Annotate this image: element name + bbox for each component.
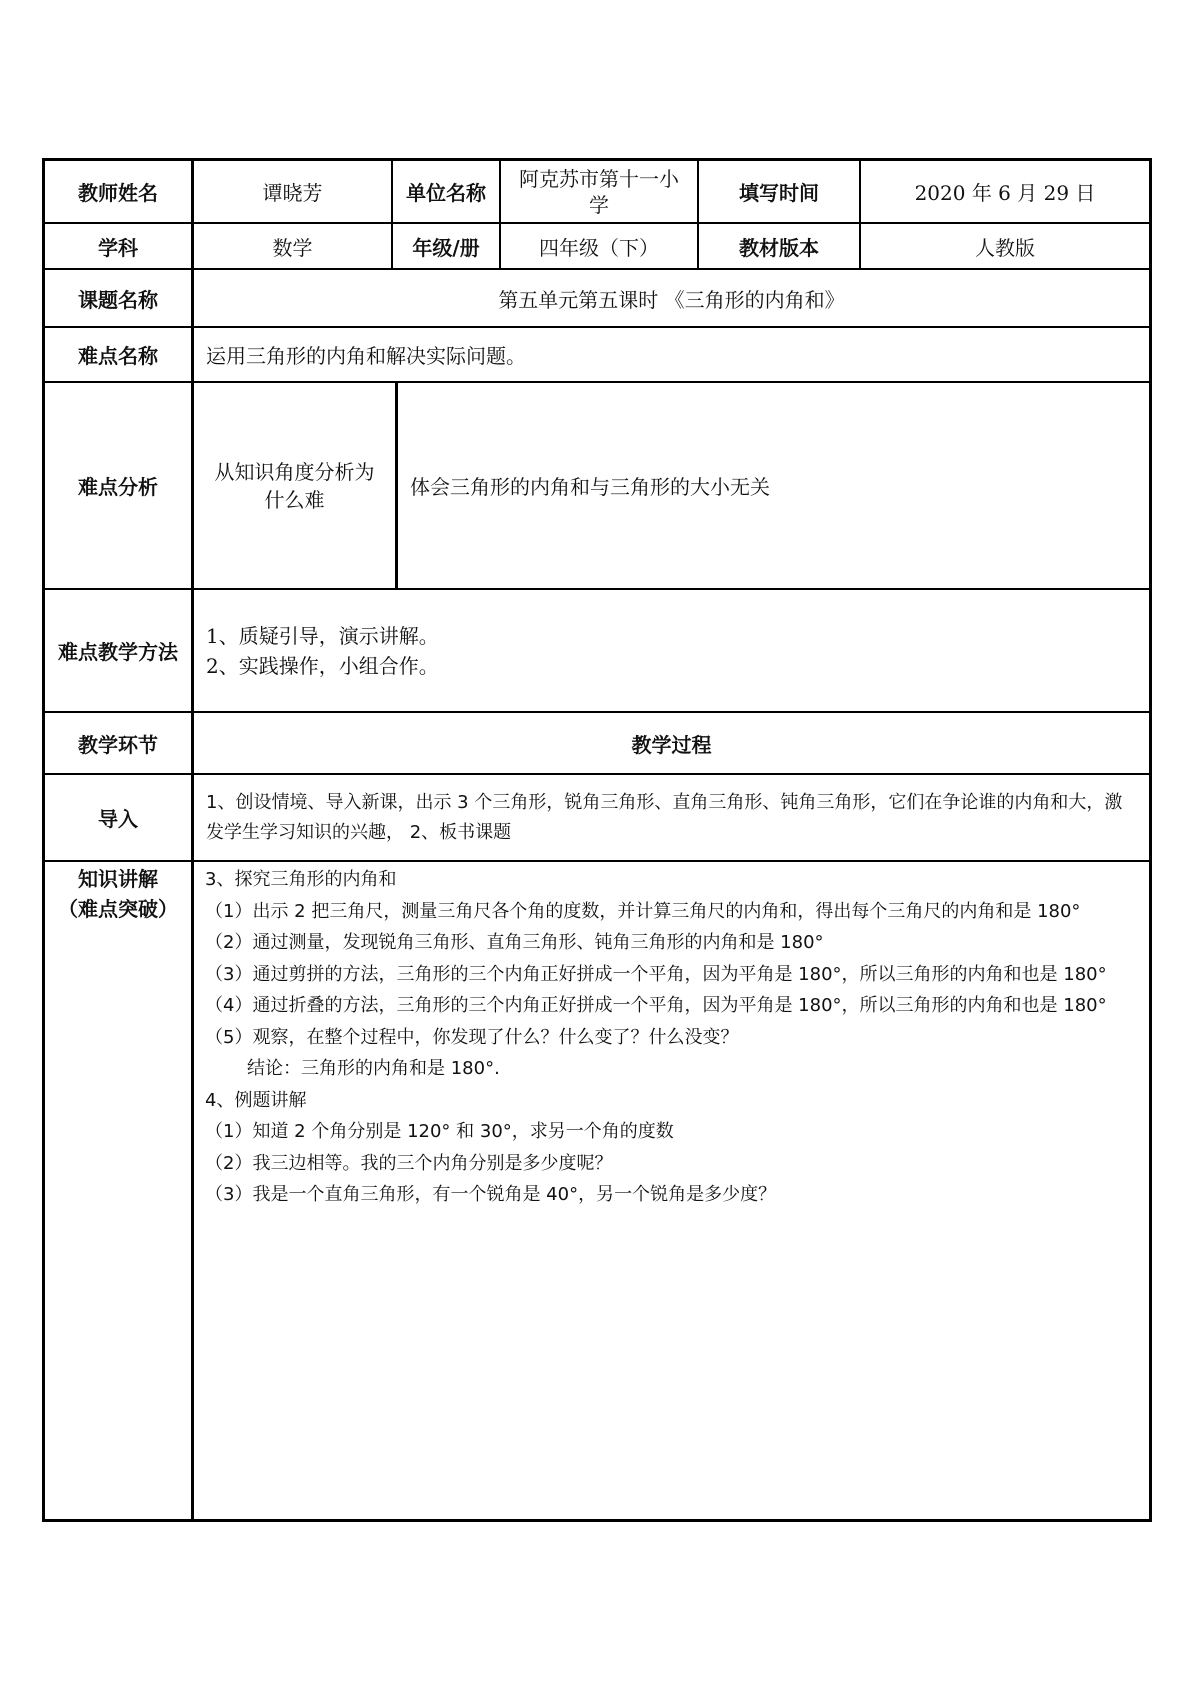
- edition-label: 教材版本: [739, 235, 819, 260]
- process-title: 教学过程: [631, 732, 712, 757]
- knowledge-label: [45, 864, 191, 924]
- knowledge-label-line1: 知识讲解: [78, 867, 158, 891]
- knowledge-line: （5）观察，在整个过程中，你发现了什么？什么变了？什么没变？: [205, 1026, 739, 1048]
- knowledge-line: （1）知道 2 个角分别是 120° 和 30°，求另一个角的度数: [205, 1121, 674, 1142]
- grade-label: 年级/册: [412, 235, 480, 260]
- knowledge-label-line2: （难点突破）: [58, 897, 178, 921]
- table-border-right: [1149, 158, 1152, 1522]
- edition-value: 人教版: [975, 235, 1035, 260]
- subject-value: 数学: [272, 235, 313, 260]
- difficulty-label: 难点名称: [78, 344, 158, 368]
- method-item: 1、质疑引导，演示讲解。: [206, 623, 439, 648]
- knowledge-line: （3）通过剪拼的方法，三角形的三个内角正好拼成一个平角，因为平角是 180°，所以三角形的内角和也是 180°: [205, 963, 1107, 985]
- method-value: [194, 590, 1149, 711]
- knowledge-line: 3、探究三角形的内角和: [205, 869, 397, 890]
- topic-label: 课题名称: [78, 287, 158, 312]
- subject-label: 学科: [98, 235, 138, 260]
- knowledge-content: [205, 864, 1143, 1211]
- analysis-label: 难点分析: [78, 475, 158, 499]
- fill-date-value: 2020 年 6 月 29 日: [914, 181, 1096, 205]
- knowledge-line: （1）出示 2 把三角尺，测量三角尺各个角的度数，并计算三角尺的内角和，得出每个三角尺的内角和是 180°: [205, 900, 1081, 922]
- method-label: 难点教学方法: [58, 640, 178, 664]
- topic-value: 第五单元第五课时 《三角形的内角和》: [498, 287, 845, 312]
- analysis-sublabel: 从知识角度分析为什么难: [214, 459, 375, 512]
- knowledge-conclusion: 结论：三角形的内角和是 180°.: [247, 1058, 500, 1079]
- intro-value: 1、创设情境、导入新课，出示 3 个三角形，锐角三角形、直角三角形、钝角三角形，它们在争论谁的内角和大，激发学生学习知识的兴趣， 2、板书课题: [206, 791, 1123, 843]
- analysis-value: 体会三角形的内角和与三角形的大小无关: [410, 475, 770, 499]
- teacher-name-label: 教师姓名: [78, 181, 158, 205]
- grade-value: 四年级（下）: [539, 235, 659, 260]
- unit-name-value: 阿克苏市第十一小学: [519, 166, 679, 217]
- knowledge-line: 4、例题讲解: [205, 1089, 307, 1111]
- knowledge-line: （4）通过折叠的方法，三角形的三个内角正好拼成一个平角，因为平角是 180°，所以三角形的内角和也是 180°: [205, 995, 1107, 1016]
- fill-date-label: 填写时间: [739, 181, 819, 205]
- method-item: 2、实践操作，小组合作。: [206, 653, 439, 678]
- process-stage-label: 教学环节: [78, 732, 158, 757]
- knowledge-line: （2）通过测量，发现锐角三角形、直角三角形、钝角三角形的内角和是 180°: [205, 932, 824, 953]
- knowledge-line: （3）我是一个直角三角形，有一个锐角是 40°，另一个锐角是多少度？: [205, 1184, 777, 1205]
- table-border-bottom: [42, 1519, 1152, 1522]
- intro-label: 导入: [98, 807, 138, 831]
- row-divider: [42, 860, 1152, 862]
- teacher-name-value: 谭晓芳: [262, 181, 323, 205]
- knowledge-line: （2）我三边相等。我的三个内角分别是多少度呢？: [205, 1152, 613, 1174]
- unit-name-label: 单位名称: [406, 181, 486, 205]
- difficulty-value: 运用三角形的内角和解决实际问题。: [206, 344, 526, 368]
